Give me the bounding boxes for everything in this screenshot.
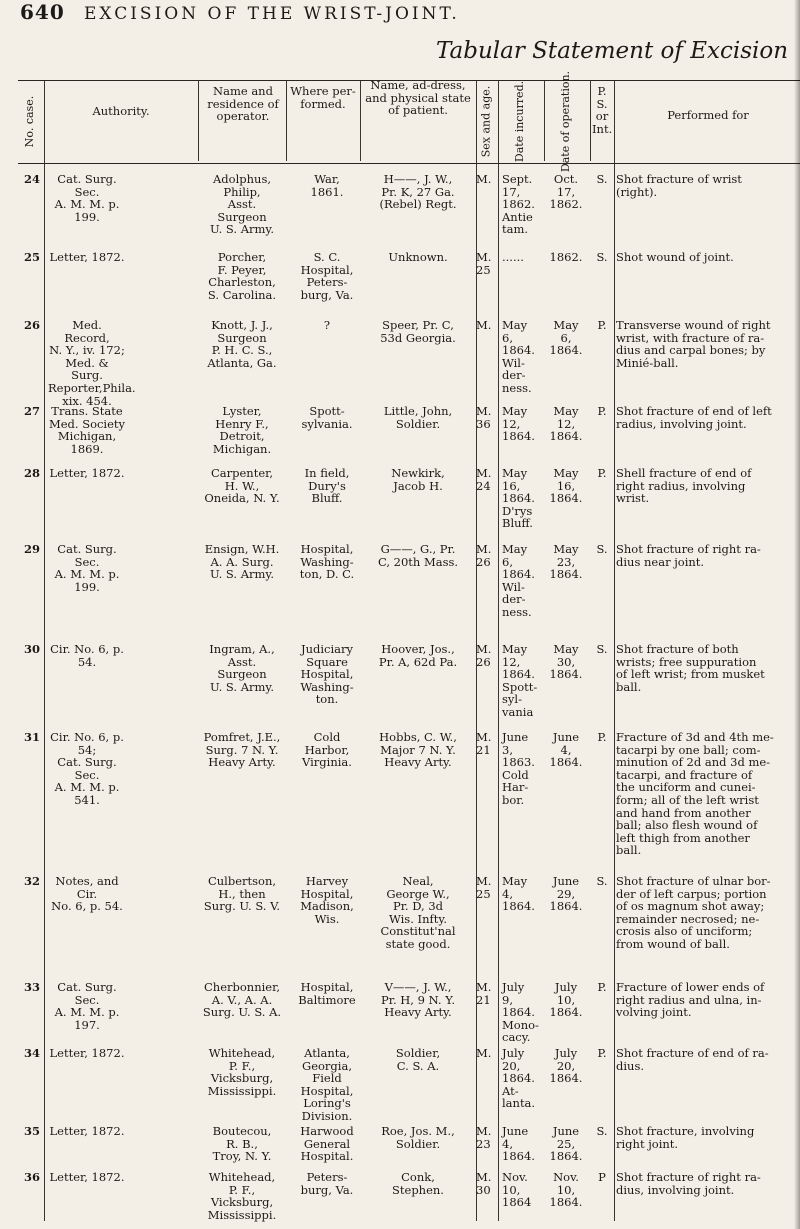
header-date-operation-label: Date of operation. xyxy=(559,70,573,172)
date-operation-cell: Nov. 10, 1864. xyxy=(549,1170,583,1210)
performed-for-cell: Shot fracture, involving right joint. xyxy=(616,1124,755,1151)
operator-cell: Lyster, Henry F., Detroit, Michigan. xyxy=(212,404,272,456)
operator-cell: Porcher, F. Peyer, Charleston, S. Carolina. xyxy=(207,250,277,302)
operator-cell: Ensign, W.H. A. A. Surg. U. S. Army. xyxy=(204,542,280,582)
sex-age-cell: M. 24 xyxy=(476,466,492,493)
performed-for-cell: Fracture of 3d and 4th me- tacarpi by one ball; com- minution of 2d and 3d me- tacarpi, and fracture of the unciform and cunei- form; all of the left wrist and hand from another ball; also flesh wound of left thigh from another ball. xyxy=(616,730,774,858)
date-incurred-cell: Nov. 10, 1864 xyxy=(502,1170,532,1210)
page-edge-shadow xyxy=(794,0,800,1229)
header-patient: Name, ad-dress, and physical state of patient. xyxy=(365,78,471,117)
date-incurred-cell: July 20, 1864. At- lanta. xyxy=(502,1046,536,1111)
case-number: 27 xyxy=(23,404,40,418)
case-table xyxy=(18,70,800,1222)
ps-cell: P xyxy=(598,1170,606,1184)
where-cell: Cold Harbor, Virginia. xyxy=(302,730,352,770)
sex-age-cell: M. 25 xyxy=(476,874,492,901)
ps-cell: P. xyxy=(597,730,607,744)
authority-cell: Letter, 1872. xyxy=(49,1046,125,1060)
operator-cell: Culbertson, H., then Surg. U. S. V. xyxy=(203,874,281,914)
authority-cell: Med. Record, N. Y., iv. 172; Med. & Surg. Reporter,Phila. xix. 454. xyxy=(48,318,136,408)
date-incurred-cell: June 4, 1864. xyxy=(502,1124,535,1164)
operator-cell: Carpenter, H. W., Oneida, N. Y. xyxy=(204,466,280,506)
date-incurred-cell: May 6, 1864. Wil- der- ness. xyxy=(502,542,535,619)
patient-cell: Hoover, Jos., Pr. A, 62d Pa. xyxy=(378,642,458,669)
authority-cell: Letter, 1872. xyxy=(49,1170,125,1184)
patient-cell: Speer, Pr. C, 53d Georgia. xyxy=(380,318,456,345)
authority-cell: Notes, and Cir. No. 6, p. 54. xyxy=(51,874,123,914)
header-no-case-label: No. case. xyxy=(23,95,37,147)
column-rule xyxy=(286,81,287,161)
ps-cell: S. xyxy=(596,542,608,556)
date-operation-cell: 1862. xyxy=(549,250,583,264)
date-operation-cell: May 30, 1864. xyxy=(549,642,583,682)
date-operation-cell: June 29, 1864. xyxy=(549,874,583,914)
operator-cell: Whitehead, P. F., Vicksburg, Mississippi. xyxy=(207,1046,277,1098)
case-number: 30 xyxy=(23,642,40,656)
operator-cell: Boutecou, R. B., Troy, N. Y. xyxy=(212,1124,272,1164)
case-number: 25 xyxy=(23,250,40,264)
performed-for-cell: Shell fracture of end of right radius, involving wrist. xyxy=(616,466,752,506)
sex-age-cell: M. xyxy=(476,318,492,332)
authority-cell: Cir. No. 6, p. 54; Cat. Surg. Sec. A. M. M. p. 541. xyxy=(50,730,124,807)
date-incurred-cell: July 9, 1864. Mono- cacy. xyxy=(502,980,539,1045)
sex-age-cell: M. 26 xyxy=(476,542,492,569)
where-cell: Harvey Hospital, Madison, Wis. xyxy=(300,874,354,926)
case-number: 24 xyxy=(23,172,40,186)
operator-cell: Knott, J. J., Surgeon P. H. C. S., Atlanta, Ga. xyxy=(207,318,277,370)
performed-for-cell: Shot fracture of end of left radius, involving joint. xyxy=(616,404,772,431)
authority-cell: Cat. Surg. Sec. A. M. M. p. 199. xyxy=(54,542,120,594)
date-incurred-cell: May 12, 1864. xyxy=(502,404,535,444)
where-cell: Peters- burg, Va. xyxy=(300,1170,354,1197)
date-incurred-cell: May 4, 1864. xyxy=(502,874,535,914)
patient-cell: Neal, George W., Pr. D, 3d Wis. Infty. Constitut'nal state good. xyxy=(380,874,456,951)
performed-for-cell: Shot fracture of both wrists; free suppuration of left wrist; from musket ball. xyxy=(616,642,765,694)
patient-cell: Roe, Jos. M., Soldier. xyxy=(381,1124,455,1151)
ps-cell: S. xyxy=(596,642,608,656)
where-cell: War, 1861. xyxy=(310,172,344,199)
authority-cell: Cir. No. 6, p. 54. xyxy=(50,642,124,669)
running-title: EXCISION OF THE WRIST-JOINT. xyxy=(84,4,460,24)
ps-cell: S. xyxy=(596,250,608,264)
ps-cell: P. xyxy=(597,466,607,480)
where-cell: S. C. Hospital, Peters- burg, Va. xyxy=(300,250,354,302)
sex-age-cell: M. 30 xyxy=(476,1170,492,1197)
header-operator: Name and residence of operator. xyxy=(207,84,279,123)
performed-for-cell: Shot fracture of wrist (right). xyxy=(616,172,742,199)
case-number: 31 xyxy=(23,730,40,744)
ps-cell: P. xyxy=(597,980,607,994)
where-cell: Hospital, Baltimore xyxy=(298,980,356,1007)
date-incurred-cell: May 6, 1864. Wil- der- ness. xyxy=(502,318,535,395)
operator-cell: Ingram, A., Asst. Surgeon U. S. Army. xyxy=(209,642,275,694)
case-number: 26 xyxy=(23,318,40,332)
table-title: Tabular Statement of Excision xyxy=(436,38,789,64)
header-where: Where per-formed. xyxy=(290,84,356,111)
where-cell: Hospital, Washing- ton, D. C. xyxy=(299,542,355,582)
ps-cell: S. xyxy=(596,874,608,888)
case-number: 34 xyxy=(23,1046,40,1060)
patient-cell: G——, G., Pr. C, 20th Mass. xyxy=(377,542,459,569)
column-rule xyxy=(198,81,199,161)
case-number: 29 xyxy=(23,542,40,556)
header-date-incurred xyxy=(512,81,528,161)
where-cell: Spott- sylvania. xyxy=(301,404,353,431)
authority-cell: Letter, 1872. xyxy=(49,250,125,264)
date-incurred-cell: Sept. 17, 1862. Antie tam. xyxy=(502,172,535,237)
performed-for-cell: Shot fracture of right ra- dius near joint. xyxy=(616,542,761,569)
column-rule xyxy=(44,81,45,1221)
patient-cell: Hobbs, C. W., Major 7 N. Y. Heavy Arty. xyxy=(379,730,457,770)
header-date-incurred-label: Date incurred. xyxy=(513,80,527,162)
ps-cell: P. xyxy=(597,318,607,332)
patient-cell: Unknown. xyxy=(388,250,448,264)
header-sex-age xyxy=(478,81,494,161)
authority-cell: Trans. State Med. Society Michigan, 1869. xyxy=(48,404,126,456)
patient-cell: Little, John, Soldier. xyxy=(383,404,453,431)
sex-age-cell: M. 36 xyxy=(476,404,492,431)
date-operation-cell: June 25, 1864. xyxy=(549,1124,583,1164)
authority-cell: Cat. Surg. Sec. A. M. M. p. 197. xyxy=(54,980,120,1032)
header-sex-age-label: Sex and age. xyxy=(479,85,493,157)
patient-cell: Soldier, C. S. A. xyxy=(395,1046,441,1073)
patient-cell: V——, J. W., Pr. H, 9 N. Y. Heavy Arty. xyxy=(381,980,455,1020)
ps-cell: S. xyxy=(596,172,608,186)
header-date-operation xyxy=(558,70,574,172)
date-incurred-cell: June 3, 1863. Cold Har- bor. xyxy=(502,730,535,807)
ps-cell: P. xyxy=(597,1046,607,1060)
sex-age-cell: M. 25 xyxy=(476,250,492,277)
date-operation-cell: May 12, 1864. xyxy=(549,404,583,444)
date-operation-cell: May 23, 1864. xyxy=(549,542,583,582)
operator-cell: Whitehead, P. F., Vicksburg, Mississippi. xyxy=(207,1170,277,1222)
column-rule xyxy=(360,81,361,161)
column-rule xyxy=(590,81,591,161)
date-incurred-cell: May 16, 1864. D'rys Bluff. xyxy=(502,466,535,531)
date-operation-cell: July 20, 1864. xyxy=(549,1046,583,1086)
column-rule xyxy=(498,81,499,1221)
where-cell: In field, Dury's Bluff. xyxy=(304,466,350,506)
authority-cell: Cat. Surg. Sec. A. M. M. p. 199. xyxy=(54,172,120,224)
performed-for-cell: Fracture of lower ends of right radius and ulna, in- volving joint. xyxy=(616,980,765,1020)
case-number: 35 xyxy=(23,1124,40,1138)
date-operation-cell: June 4, 1864. xyxy=(549,730,583,770)
sex-age-cell: M. 21 xyxy=(476,980,492,1007)
sex-age-cell: M. xyxy=(476,1046,492,1060)
performed-for-cell: Shot fracture of ulnar bor- der of left carpus; portion of os magnum shot away; remainder necrosed; ne- crosis also of unciform; from wound of ball. xyxy=(616,874,771,951)
patient-cell: Conk, Stephen. xyxy=(392,1170,444,1197)
page-number: 640 xyxy=(20,0,65,24)
performed-for-cell: Transverse wound of right wrist, with fracture of ra- dius and carpal bones; by Minié-ball. xyxy=(616,318,771,370)
where-cell: Atlanta, Georgia, Field Hospital, Loring's Division. xyxy=(300,1046,354,1123)
header-rule xyxy=(18,163,800,164)
date-operation-cell: July 10, 1864. xyxy=(549,980,583,1020)
column-rule xyxy=(614,81,615,1221)
header-performed-for: Performed for xyxy=(667,108,749,122)
patient-cell: H——, J. W., Pr. K, 27 Ga. (Rebel) Regt. xyxy=(379,172,457,212)
sex-age-cell: M. 21 xyxy=(476,730,492,757)
date-operation-cell: May 16, 1864. xyxy=(549,466,583,506)
ps-cell: S. xyxy=(596,1124,608,1138)
case-number: 32 xyxy=(23,874,40,888)
authority-cell: Letter, 1872. xyxy=(49,466,125,480)
sex-age-cell: M. xyxy=(476,172,492,186)
performed-for-cell: Shot fracture of end of ra- dius. xyxy=(616,1046,769,1073)
operator-cell: Adolphus, Philip, Asst. Surgeon U. S. Army. xyxy=(209,172,275,237)
header-authority: Authority. xyxy=(92,104,150,118)
ps-cell: P. xyxy=(597,404,607,418)
case-number: 33 xyxy=(23,980,40,994)
operator-cell: Cherbonnier, A. V., A. A. Surg. U. S. A. xyxy=(202,980,282,1020)
authority-cell: Letter, 1872. xyxy=(49,1124,125,1138)
performed-for-cell: Shot wound of joint. xyxy=(616,250,734,264)
date-incurred-cell: May 12, 1864. Spott- syl- vania xyxy=(502,642,538,719)
patient-cell: Newkirk, Jacob H. xyxy=(391,466,445,493)
case-number: 36 xyxy=(23,1170,40,1184)
date-operation-cell: May 6, 1864. xyxy=(549,318,583,358)
date-operation-cell: Oct. 17, 1862. xyxy=(549,172,583,212)
sex-age-cell: M. 23 xyxy=(476,1124,492,1151)
date-incurred-cell: ...... xyxy=(502,250,524,264)
operator-cell: Pomfret, J.E., Surg. 7 N. Y. Heavy Arty. xyxy=(203,730,281,770)
where-cell: ? xyxy=(323,318,331,332)
where-cell: Judiciary Square Hospital, Washing- ton. xyxy=(300,642,354,707)
performed-for-cell: Shot fracture of right ra- dius, involving joint. xyxy=(616,1170,761,1197)
where-cell: Harwood General Hospital. xyxy=(300,1124,354,1164)
sex-age-cell: M. 26 xyxy=(476,642,492,669)
case-number: 28 xyxy=(23,466,40,480)
column-rule xyxy=(544,81,545,161)
header-no-case xyxy=(22,81,38,161)
header-ps: P. S. or Int. xyxy=(592,84,613,136)
